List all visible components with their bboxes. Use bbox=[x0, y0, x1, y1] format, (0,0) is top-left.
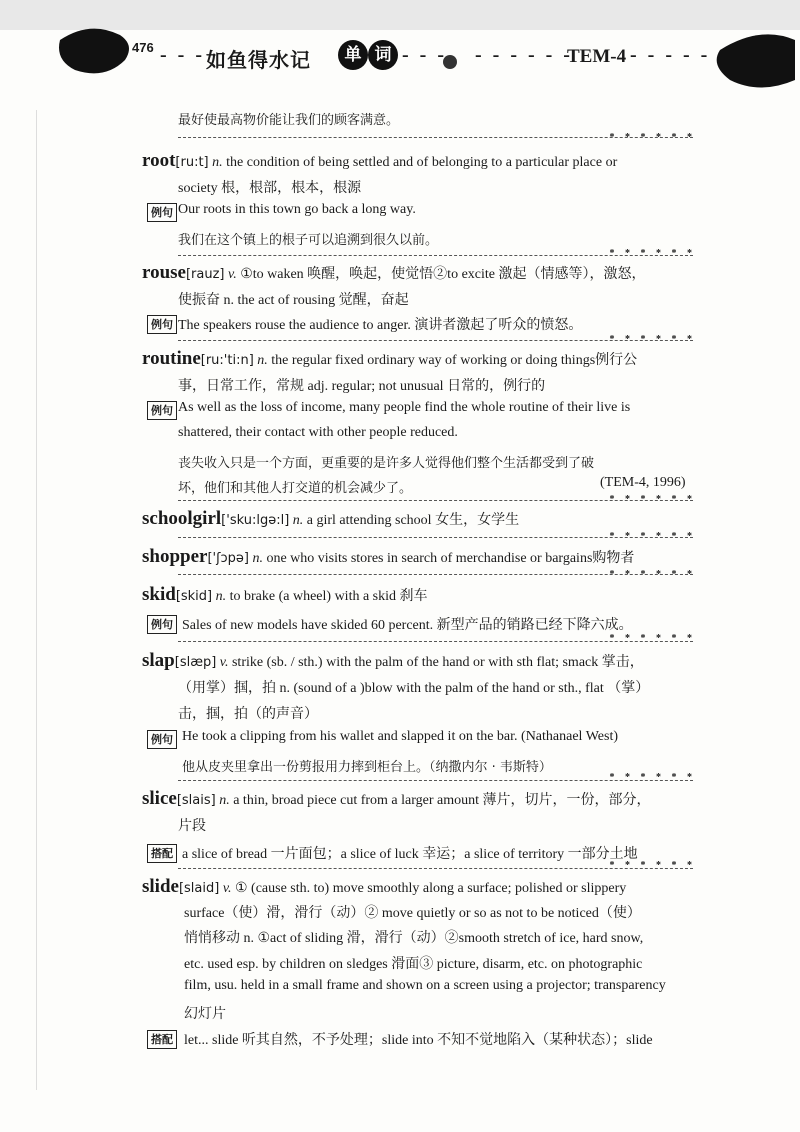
example-sentence: Our roots in this town go back a long way. bbox=[178, 202, 416, 217]
entry-schoolgirl: schoolgirl['sku:lgə:l] n. a girl attending school 女生，女学生 bbox=[142, 508, 520, 529]
example-translation: 丧失收入只是一个方面，更重要的是许多人觉得他们整个生活都受到了破 bbox=[178, 456, 595, 471]
entry-slap: slap[slæp] v. strike (sb. / sth.) with the palm of the hand or with sth flat; smack 掌击， bbox=[142, 650, 644, 671]
star-rating: * * * * * * bbox=[609, 132, 696, 143]
phonetic: [rauz] bbox=[185, 267, 225, 282]
headword: shopper bbox=[142, 546, 208, 567]
definition: strike (sb. / sth.) with the palm of the hand or with sth flat; smack 掌击， bbox=[228, 655, 644, 670]
fish-tail-icon bbox=[717, 34, 795, 87]
collocation-tag: 搭配 bbox=[147, 1030, 177, 1049]
phonetic: [ru:'ti:n] bbox=[200, 353, 254, 368]
headword: rouse bbox=[142, 262, 186, 283]
example-sentence: Sales of new models have skided 60 percent. 新型产品的销路已经下降六成。 bbox=[182, 618, 633, 633]
definition: a thin, broad piece cut from a larger amount 薄片，切片，一份，部分， bbox=[229, 793, 651, 808]
definition: the condition of being settled and of belonging to a particular place or bbox=[222, 155, 618, 170]
divider: - - - - - - bbox=[475, 44, 573, 66]
divider: - - - - - bbox=[630, 44, 711, 66]
headword: root bbox=[142, 150, 176, 171]
example-translation: 他从皮夹里拿出一份剪报用力摔到柜台上。（纳撒内尔 · 韦斯特） bbox=[182, 760, 552, 775]
phonetic: [skid] bbox=[175, 589, 213, 604]
title-circle-char: 词 bbox=[368, 40, 398, 70]
entry-routine: routine[ru:'ti:n] n. the regular fixed ordinary way of working or doing things例行公 bbox=[142, 348, 638, 369]
example-translation: 我们在这个镇上的根子可以追溯到很久以前。 bbox=[178, 233, 439, 248]
star-rating: * * * * * * bbox=[609, 633, 696, 644]
headword: slice bbox=[142, 788, 177, 809]
definition: film, usu. held in a small frame and shown on a screen using a projector; transparency bbox=[184, 978, 666, 993]
definition: to brake (a wheel) with a skid 刹车 bbox=[226, 589, 428, 604]
definition: 击，掴，拍（的声音） bbox=[178, 707, 318, 722]
example-tag: 例句 bbox=[147, 315, 177, 334]
page-number: 476 bbox=[132, 40, 154, 55]
entry-slice: slice[slais] n. a thin, broad piece cut from a larger amount 薄片，切片，一份，部分， bbox=[142, 788, 651, 809]
example-tag: 例句 bbox=[147, 203, 177, 222]
title-circle-char: 单 bbox=[338, 40, 368, 70]
example-sentence: He took a clipping from his wallet and slapped it on the bar. (Nathanael West) bbox=[182, 729, 618, 744]
definition: 使振奋 n. the act of rousing 觉醒，奋起 bbox=[178, 293, 409, 308]
phonetic: [ru:t] bbox=[175, 155, 209, 170]
star-rating: * * * * * * bbox=[609, 334, 696, 345]
example-tag: 例句 bbox=[147, 401, 177, 420]
example-sentence: shattered, their contact with other people reduced. bbox=[178, 425, 458, 440]
exam-label: TEM-4 bbox=[567, 46, 627, 67]
definition: 事，日常工作，常规 adj. regular; not unusual 日常的，例行的 bbox=[178, 379, 546, 394]
star-rating: * * * * * * bbox=[609, 531, 696, 542]
headword: slide bbox=[142, 876, 179, 897]
phonetic: [slaid] bbox=[178, 881, 220, 896]
phonetic: [slæp] bbox=[174, 655, 217, 670]
entry-skid: skid[skid] n. to brake (a wheel) with a skid 刹车 bbox=[142, 584, 428, 605]
definition: one who visits stores in search of merchandise or bargains购物者 bbox=[262, 551, 635, 566]
phonetic: ['sku:lgə:l] bbox=[221, 513, 290, 528]
fish-icon bbox=[59, 29, 129, 74]
example-tag: 例句 bbox=[147, 730, 177, 749]
headword: skid bbox=[142, 584, 176, 605]
star-rating: * * * * * * bbox=[609, 569, 696, 580]
headword: routine bbox=[142, 348, 201, 369]
star-rating: * * * * * * bbox=[609, 860, 696, 871]
example-translation: 坏，他们和其他人打交道的机会减少了。 bbox=[178, 481, 413, 496]
book-title: 如鱼得水记 bbox=[206, 48, 311, 72]
example-tag: 例句 bbox=[147, 615, 177, 634]
example-sentence: As well as the loss of income, many people find the whole routine of their live is bbox=[178, 400, 631, 415]
phonetic: [slais] bbox=[176, 793, 216, 808]
phonetic: ['ʃɔpə] bbox=[207, 551, 249, 566]
entry-slide: slide[slaid] v. ① (cause sth. to) move smoothly along a surface; polished or slippery bbox=[142, 876, 627, 897]
definition: 幻灯片 bbox=[184, 1007, 226, 1022]
margin-rule bbox=[36, 110, 37, 1090]
star-rating: * * * * * * bbox=[609, 494, 696, 505]
example-sentence: The speakers rouse the audience to anger. 演讲者激起了听众的愤怒。 bbox=[178, 318, 583, 333]
collocation-tag: 搭配 bbox=[147, 844, 177, 863]
page-header bbox=[0, 0, 800, 95]
definition: ①to waken 唤醒，唤起，使觉悟②to excite 激起（情感等），激怒， bbox=[236, 267, 646, 282]
source-citation: (TEM-4, 1996) bbox=[600, 475, 686, 490]
text-line: 最好使最高物价能让我们的顾客满意。 bbox=[178, 113, 400, 128]
collocation: let... slide 听其自然，不予处理；slide into 不知不觉地陷入（某种状态）；slide bbox=[184, 1033, 653, 1048]
divider: - - - bbox=[402, 44, 447, 66]
definition: etc. used esp. by children on sledges 滑面③ picture, disarm, etc. on photographic bbox=[184, 957, 643, 972]
entry-shopper: shopper['ʃɔpə] n. one who visits stores in search of merchandise or bargains购物者 bbox=[142, 546, 635, 567]
headword: slap bbox=[142, 650, 175, 671]
divider: - - - bbox=[160, 44, 205, 66]
entry-rouse: rouse[rauz] v. ①to waken 唤醒，唤起，使觉悟②to excite 激起（情感等），激怒， bbox=[142, 262, 646, 283]
definition: society 根，根部，根本，根源 bbox=[178, 181, 362, 196]
definition: the regular fixed ordinary way of working or doing things例行公 bbox=[267, 353, 638, 368]
star-rating: * * * * * * bbox=[609, 248, 696, 259]
entry-root: root[ru:t] n. the condition of being settled and of belonging to a particular place or bbox=[142, 150, 618, 171]
definition: 片段 bbox=[178, 819, 206, 834]
star-rating: * * * * * * bbox=[609, 772, 696, 783]
definition: （用掌）掴，拍 n. (sound of a )blow with the palm of the hand or sth., flat （掌） bbox=[178, 681, 650, 696]
definition: a girl attending school 女生，女学生 bbox=[303, 513, 520, 528]
headword: schoolgirl bbox=[142, 508, 222, 529]
definition: ① (cause sth. to) move smoothly along a surface; polished or slippery bbox=[231, 881, 627, 896]
definition: 悄悄移动 n. ①act of sliding 滑，滑行（动）②smooth stretch of ice, hard snow, bbox=[184, 931, 644, 946]
definition: surface（使）滑，滑行（动）② move quietly or so as not to be noticed（使） bbox=[184, 906, 641, 921]
collocation: a slice of bread 一片面包；a slice of luck 幸运；a slice of territory 一部分土地 bbox=[182, 847, 638, 862]
